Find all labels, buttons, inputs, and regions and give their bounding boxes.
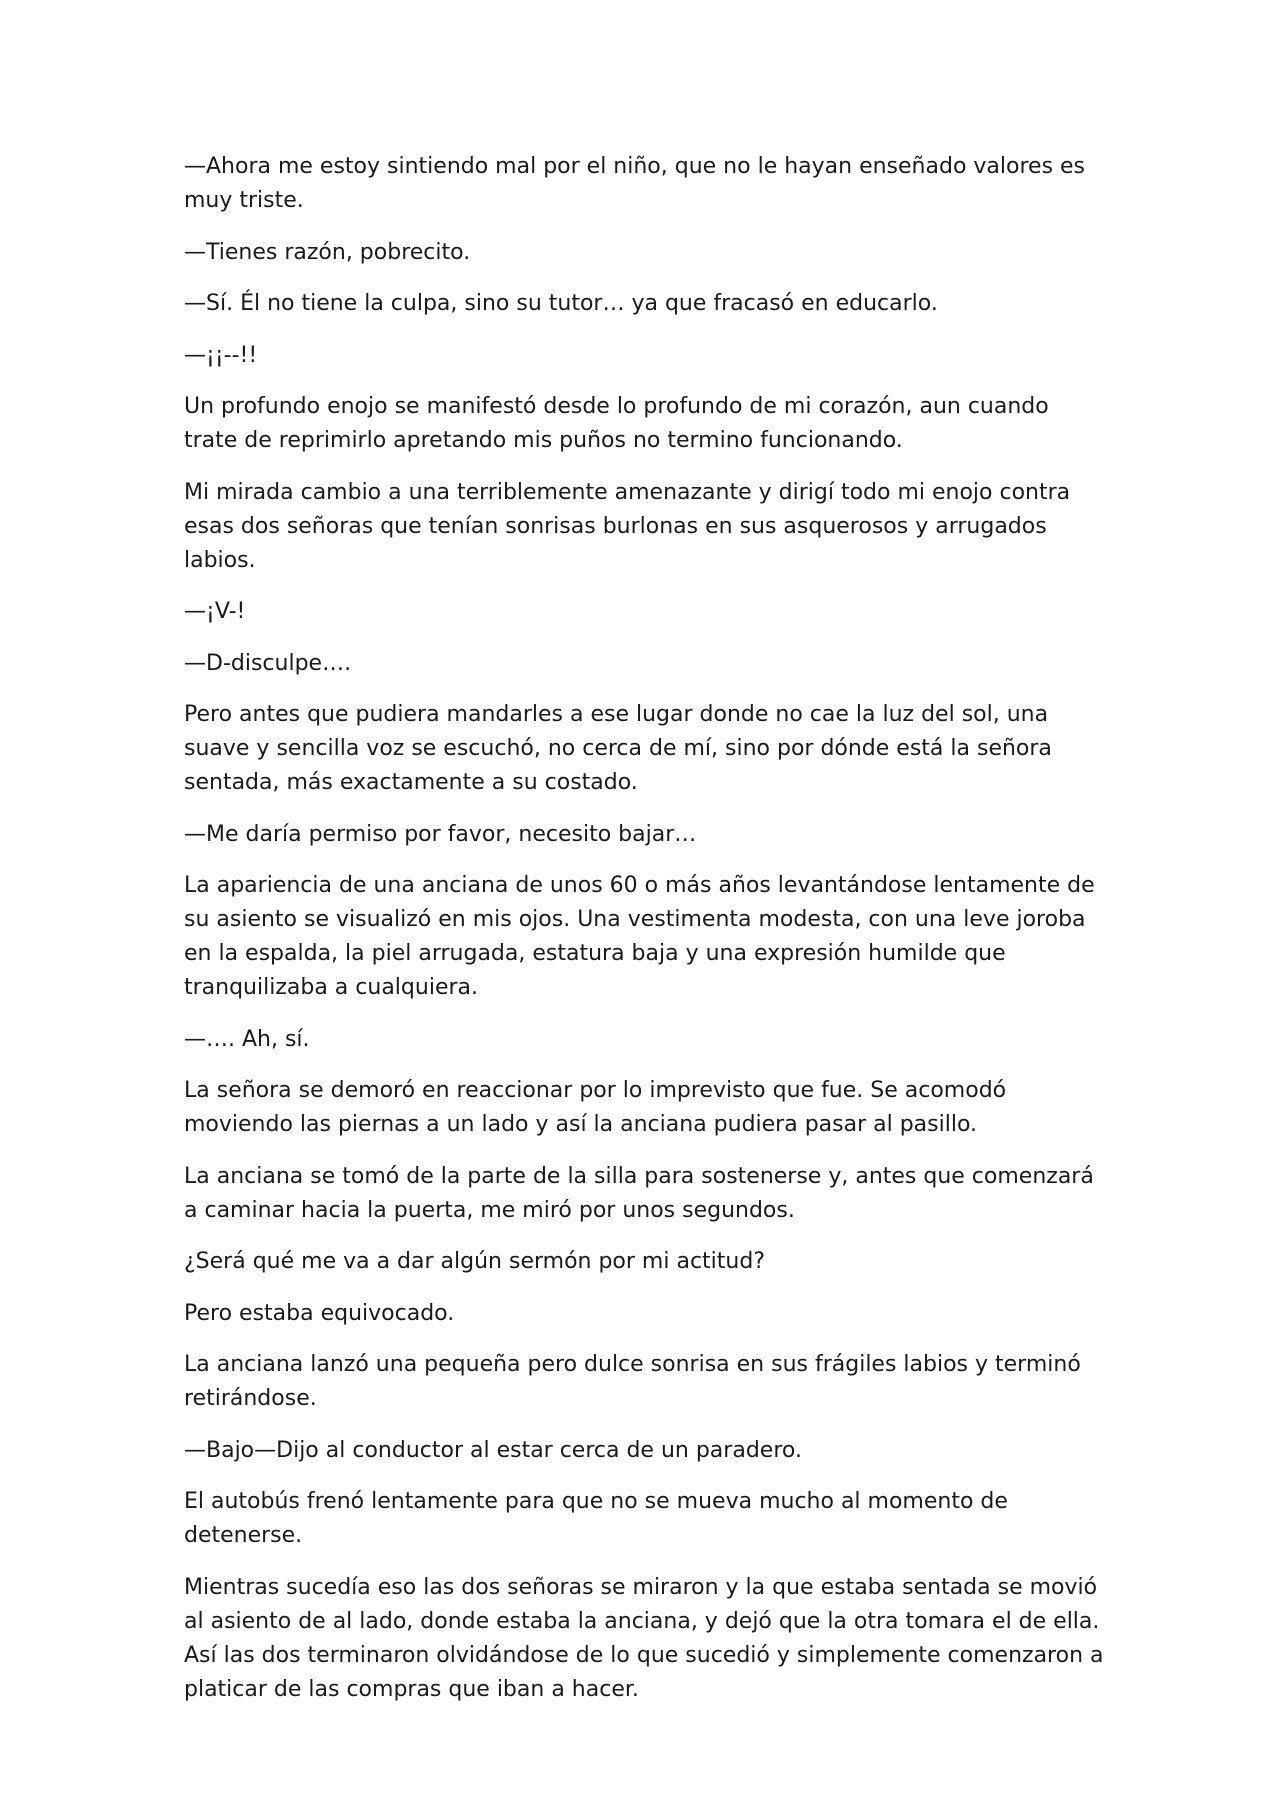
paragraph-17: La anciana lanzó una pequeña pero dulce sonrisa en sus frágiles labios y terminó retirándose. xyxy=(184,1352,1081,1411)
paragraph-1: —Ahora me estoy sintiendo mal por el niño, que no le hayan enseñado valores es muy triste. xyxy=(184,154,1086,213)
paragraph-14: La anciana se tomó de la parte de la silla para sostenerse y, antes que comenzará a caminar hacia la puerta, me miró por unos segundos. xyxy=(184,1163,1094,1223)
paragraph-12: —…. Ah, sí. xyxy=(184,1026,310,1052)
paragraph-15: ¿Será qué me va a dar algún sermón por mi actitud? xyxy=(184,1249,765,1274)
paragraph-5: Un profundo enojo se manifestó desde lo profundo de mi corazón, aun cuando trate de reprimirlo apretando mis puños no termino funcionando. xyxy=(184,394,1049,453)
paragraph-19: El autobús frenó lentamente para que no se mueva mucho al momento de detenerse. xyxy=(184,1489,1008,1548)
paragraph-8: —D-disculpe…. xyxy=(184,650,352,676)
document-body xyxy=(184,150,1104,1724)
paragraph-4: —¡¡--!! xyxy=(184,342,258,368)
paragraph-20: Mientras sucedía eso las dos señoras se miraron y la que estaba sentada se movió al asiento de al lado, donde estaba la anciana, y dejó que la otra tomara el de ella. Así las dos terminaron olvidándose de lo que sucedió y simplemente comenzaron a platicar de las compras que iban a hacer. xyxy=(184,1574,1104,1702)
paragraph-11: La apariencia de una anciana de unos 60 o más años levantándose lentamente de su asiento se visualizó en mis ojos. Una vestimenta modesta, con una leve joroba en la espalda, la piel arrugada, estatura baja y una expresión humilde que tranquilizaba a cualquiera. xyxy=(184,873,1095,1000)
paragraph-3: —Sí. Él no tiene la culpa, sino su tutor… ya que fracasó en educarlo. xyxy=(184,291,938,316)
paragraph-6: Mi mirada cambio a una terriblemente amenazante y dirigí todo mi enojo contra esas dos señoras que tenían sonrisas burlonas en sus asquerosos y arrugados labios. xyxy=(184,479,1071,573)
paragraph-16: Pero estaba equivocado. xyxy=(184,1300,455,1326)
paragraph-9: Pero antes que pudiera mandarles a ese lugar donde no cae la luz del sol, una suave y sencilla voz se escuchó, no cerca de mí, sino por dónde está la señora sentada, más exactamente a su costado. xyxy=(184,702,1052,795)
paragraph-13: La señora se demoró en reaccionar por lo imprevisto que fue. Se acomodó moviendo las piernas a un lado y así la anciana pudiera pasar al pasillo. xyxy=(184,1078,1007,1137)
paragraph-2: —Tienes razón, pobrecito. xyxy=(184,239,471,265)
paragraph-7: —¡V-! xyxy=(184,599,246,624)
paragraph-18: —Bajo—Dijo al conductor al estar cerca de un paradero. xyxy=(184,1437,802,1463)
paragraph-10: —Me daría permiso por favor, necesito bajar… xyxy=(184,821,697,847)
